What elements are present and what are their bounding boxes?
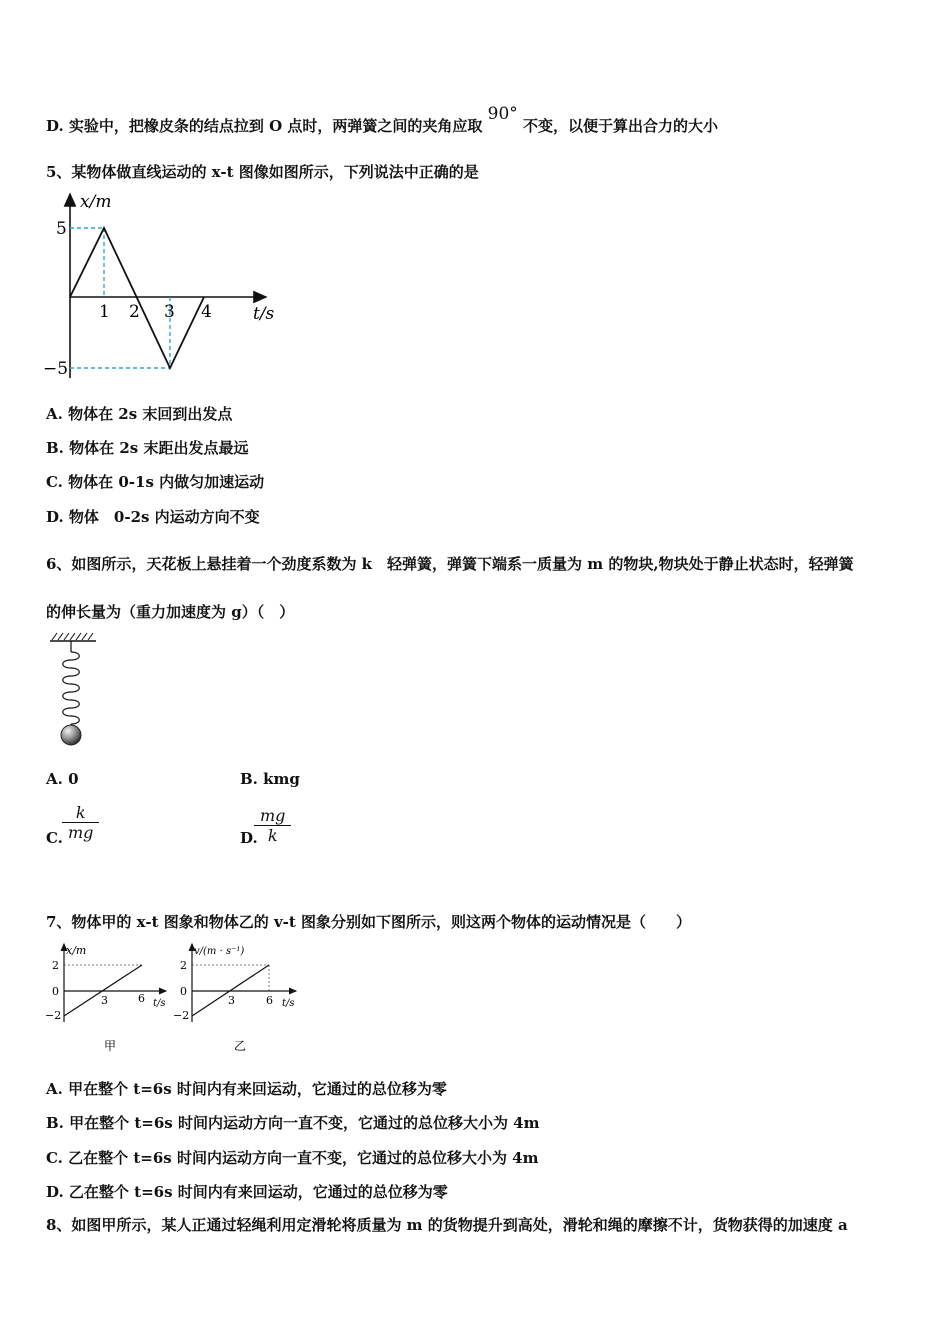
- yi-y0: 0: [180, 985, 187, 998]
- q8-stem: 8、如图甲所示，某人正通过轻绳利用定滑轮将质量为 m 的货物提升到高处，滑轮和绳的摩擦不计，货物获得的加速度 a: [46, 1216, 848, 1234]
- q7-stem: 7、物体甲的 x-t 图象和物体乙的 v-t 图象分别如下图所示，则这两个物体的运动情况是（ ）: [46, 913, 692, 931]
- angle-value: 90°: [487, 104, 518, 124]
- q5-option-b: B. 物体在 2s 末距出发点最远: [46, 439, 249, 457]
- q5-xtick-2: 2: [129, 302, 140, 322]
- q7-option-c: C. 乙在整个 t=6s 时间内运动方向一直不变，它通过的总位移大小为 4m: [46, 1149, 539, 1167]
- jia-xlabel: t/s: [153, 998, 166, 1009]
- q6-option-c-label: C.: [46, 829, 63, 847]
- q6-option-a: A. 0: [46, 770, 79, 788]
- jia-y0: 0: [52, 985, 59, 998]
- q4-option-d: [46, 104, 719, 136]
- q4-option-d-tail: 不变，以便于算出合力的大小: [523, 117, 719, 135]
- jia-x6: 6: [138, 992, 145, 1005]
- q5-stem: 5、某物体做直线运动的 x-t 图像如图所示，下列说法中正确的是: [46, 163, 479, 181]
- yi-xlabel: t/s: [282, 998, 295, 1009]
- q5-xt-line: [70, 228, 204, 368]
- yi-caption: 乙: [234, 1039, 247, 1053]
- q5-option-a: A. 物体在 2s 末回到出发点: [46, 405, 233, 423]
- spring-diagram: [44, 630, 104, 750]
- q7-option-a: A. 甲在整个 t=6s 时间内有来回运动，它通过的总位移为零: [46, 1080, 447, 1098]
- q5-xt-graph: [40, 188, 280, 388]
- q5-xtick-4: 4: [201, 302, 212, 322]
- q6-stem-line1: 6、如图所示，天花板上悬挂着一个劲度系数为 k 轻弹簧，弹簧下端系一质量为 m 的物块,物块处于静止状态时，轻弹簧: [46, 555, 854, 573]
- q5-ytick-neg5: −5: [43, 359, 69, 379]
- q6-option-c-fraction: [62, 803, 99, 842]
- q6-c-denominator: mg: [62, 822, 99, 842]
- q5-ytick-5: 5: [56, 219, 67, 239]
- q5-xlabel: t/s: [253, 304, 275, 324]
- yi-x3: 3: [228, 994, 235, 1007]
- yi-x6: 6: [266, 994, 273, 1007]
- q6-option-b: B. kmg: [240, 770, 300, 788]
- q6-option-d-label: D.: [240, 829, 258, 847]
- jia-ylabel: x/m: [66, 944, 87, 957]
- q6-d-numerator: mg: [260, 806, 286, 825]
- q5-option-d: D. 物体 0-2s 内运动方向不变: [46, 508, 260, 526]
- yi-yn2: −2: [173, 1009, 190, 1022]
- jia-yn2: −2: [45, 1009, 62, 1022]
- jia-x3: 3: [101, 994, 108, 1007]
- q7-option-d: D. 乙在整个 t=6s 时间内有来回运动，它通过的总位移为零: [46, 1183, 448, 1201]
- q5-ylabel: x/m: [80, 192, 112, 212]
- spring-coil: [63, 652, 80, 724]
- q6-c-numerator: k: [75, 803, 86, 822]
- block-ball: [61, 725, 81, 745]
- q6-option-d-fraction: [254, 806, 291, 845]
- q6-d-denominator: k: [254, 825, 291, 845]
- yi-y2: 2: [180, 959, 187, 972]
- yi-ylabel: v/(m · s⁻¹): [194, 946, 245, 957]
- q5-xtick-3: 3: [164, 302, 175, 322]
- q6-stem-line2: 的伸长量为（重力加速度为 g）（ ）: [46, 603, 295, 621]
- jia-caption: 甲: [104, 1039, 117, 1053]
- q4-option-d-text: D. 实验中，把橡皮条的结点拉到 O 点时，两弹簧之间的夹角应取: [46, 117, 483, 135]
- q5-xtick-1: 1: [99, 302, 110, 322]
- q7-graph-jia: [44, 940, 174, 1055]
- q7-graph-yi: [172, 940, 307, 1055]
- jia-y2: 2: [52, 959, 59, 972]
- q5-option-c: C. 物体在 0-1s 内做匀加速运动: [46, 473, 265, 491]
- q7-option-b: B. 甲在整个 t=6s 时间内运动方向一直不变，它通过的总位移大小为 4m: [46, 1114, 540, 1132]
